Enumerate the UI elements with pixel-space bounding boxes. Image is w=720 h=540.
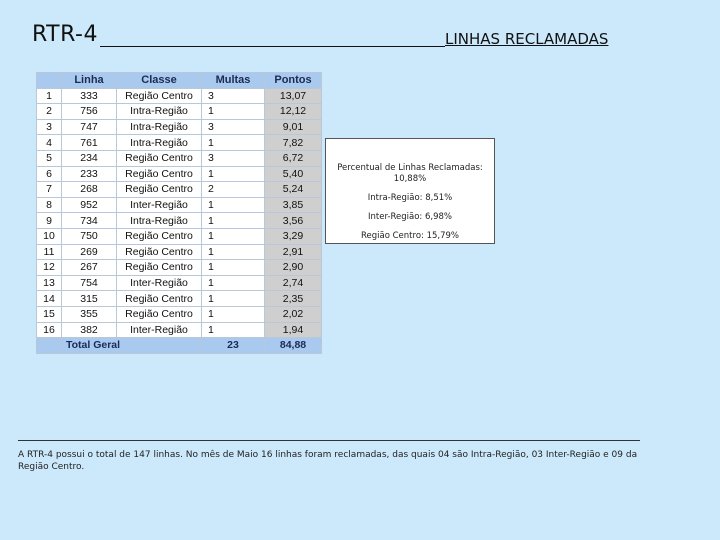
index-column-header <box>37 73 62 89</box>
classe-cell: Intra-Região <box>117 213 202 229</box>
pontos-cell: 5,24 <box>265 182 322 198</box>
reclamation-stats-box <box>325 138 495 244</box>
table-row <box>37 244 322 260</box>
row-index: 15 <box>37 306 62 322</box>
row-index: 16 <box>37 322 62 338</box>
table-row <box>37 275 322 291</box>
pontos-cell: 5,40 <box>265 166 322 182</box>
row-index: 11 <box>37 244 62 260</box>
multas-cell: 2 <box>202 182 265 198</box>
stats-regiao-centro: Região Centro: 15,79% <box>361 231 459 241</box>
pontos-cell: 13,07 <box>265 88 322 104</box>
pontos-cell: 2,90 <box>265 260 322 276</box>
multas-cell: 1 <box>202 260 265 276</box>
column-header-multas: Multas <box>202 73 265 89</box>
multas-cell: 1 <box>202 306 265 322</box>
table-header-row <box>37 73 322 89</box>
pontos-cell: 6,72 <box>265 150 322 166</box>
pontos-cell: 3,85 <box>265 197 322 213</box>
table-row <box>37 322 322 338</box>
complaints-table <box>36 72 322 354</box>
multas-cell: 1 <box>202 197 265 213</box>
total-pontos: 84,88 <box>265 338 322 354</box>
classe-cell: Inter-Região <box>117 322 202 338</box>
table-row <box>37 166 322 182</box>
pontos-cell: 3,29 <box>265 228 322 244</box>
column-header-classe: Classe <box>117 73 202 89</box>
stats-total-percent: 10,88% <box>393 174 427 184</box>
table-row <box>37 88 322 104</box>
row-index: 6 <box>37 166 62 182</box>
column-header-pontos: Pontos <box>265 73 322 89</box>
linha-cell: 234 <box>62 150 117 166</box>
multas-cell: 1 <box>202 166 265 182</box>
linha-cell: 268 <box>62 182 117 198</box>
table-row <box>37 197 322 213</box>
multas-cell: 1 <box>202 275 265 291</box>
classe-cell: Inter-Região <box>117 275 202 291</box>
footnote-text: A RTR-4 possui o total de 147 linhas. No mês de Maio 16 linhas foram reclamadas, das quais 04 são Intra-Região, 03 Inter-Região e 09 da Região Centro. <box>18 450 638 472</box>
table-row <box>37 260 322 276</box>
section-title: LINHAS RECLAMADAS <box>445 30 609 48</box>
multas-cell: 1 <box>202 213 265 229</box>
row-index: 2 <box>37 104 62 120</box>
title-underline <box>100 46 445 47</box>
linha-cell: 267 <box>62 260 117 276</box>
classe-cell: Região Centro <box>117 150 202 166</box>
pontos-cell: 2,91 <box>265 244 322 260</box>
linha-cell: 269 <box>62 244 117 260</box>
classe-cell: Região Centro <box>117 166 202 182</box>
linha-cell: 756 <box>62 104 117 120</box>
total-label: Total Geral <box>62 338 202 354</box>
table-row <box>37 182 322 198</box>
row-index: 10 <box>37 228 62 244</box>
column-header-linha: Linha <box>62 73 117 89</box>
row-index: 1 <box>37 88 62 104</box>
classe-cell: Região Centro <box>117 228 202 244</box>
table-row <box>37 228 322 244</box>
linha-cell: 747 <box>62 119 117 135</box>
linha-cell: 382 <box>62 322 117 338</box>
linha-cell: 754 <box>62 275 117 291</box>
multas-cell: 1 <box>202 291 265 307</box>
row-index: 8 <box>37 197 62 213</box>
multas-cell: 1 <box>202 104 265 120</box>
multas-cell: 3 <box>202 150 265 166</box>
linha-cell: 315 <box>62 291 117 307</box>
linha-cell: 734 <box>62 213 117 229</box>
classe-cell: Região Centro <box>117 244 202 260</box>
linha-cell: 333 <box>62 88 117 104</box>
multas-cell: 1 <box>202 244 265 260</box>
linha-cell: 233 <box>62 166 117 182</box>
linha-cell: 761 <box>62 135 117 151</box>
stats-label: Percentual de Linhas Reclamadas: <box>337 163 483 173</box>
row-index: 7 <box>37 182 62 198</box>
row-index: 9 <box>37 213 62 229</box>
table-row <box>37 150 322 166</box>
table-row <box>37 119 322 135</box>
multas-cell: 3 <box>202 88 265 104</box>
pontos-cell: 9,01 <box>265 119 322 135</box>
pontos-cell: 7,82 <box>265 135 322 151</box>
multas-cell: 1 <box>202 228 265 244</box>
pontos-cell: 2,35 <box>265 291 322 307</box>
table-row <box>37 104 322 120</box>
total-index-cell <box>37 338 62 354</box>
stats-inter-regiao: Inter-Região: 6,98% <box>368 212 452 222</box>
row-index: 4 <box>37 135 62 151</box>
classe-cell: Região Centro <box>117 182 202 198</box>
page-title: RTR-4 <box>32 22 98 47</box>
pontos-cell: 12,12 <box>265 104 322 120</box>
classe-cell: Intra-Região <box>117 104 202 120</box>
multas-cell: 3 <box>202 119 265 135</box>
row-index: 12 <box>37 260 62 276</box>
classe-cell: Intra-Região <box>117 135 202 151</box>
table-row <box>37 213 322 229</box>
classe-cell: Região Centro <box>117 88 202 104</box>
stats-intra-regiao: Intra-Região: 8,51% <box>367 193 453 203</box>
pontos-cell: 3,56 <box>265 213 322 229</box>
classe-cell: Região Centro <box>117 260 202 276</box>
linha-cell: 355 <box>62 306 117 322</box>
table-row <box>37 291 322 307</box>
pontos-cell: 2,02 <box>265 306 322 322</box>
pontos-cell: 1,94 <box>265 322 322 338</box>
classe-cell: Intra-Região <box>117 119 202 135</box>
table-row <box>37 135 322 151</box>
table-row <box>37 306 322 322</box>
linha-cell: 750 <box>62 228 117 244</box>
row-index: 13 <box>37 275 62 291</box>
classe-cell: Região Centro <box>117 291 202 307</box>
linha-cell: 952 <box>62 197 117 213</box>
pontos-cell: 2,74 <box>265 275 322 291</box>
footnote-divider <box>18 440 640 441</box>
total-row <box>37 338 322 354</box>
multas-cell: 1 <box>202 322 265 338</box>
total-multas: 23 <box>202 338 265 354</box>
row-index: 3 <box>37 119 62 135</box>
classe-cell: Inter-Região <box>117 197 202 213</box>
multas-cell: 1 <box>202 135 265 151</box>
row-index: 14 <box>37 291 62 307</box>
row-index: 5 <box>37 150 62 166</box>
classe-cell: Região Centro <box>117 306 202 322</box>
